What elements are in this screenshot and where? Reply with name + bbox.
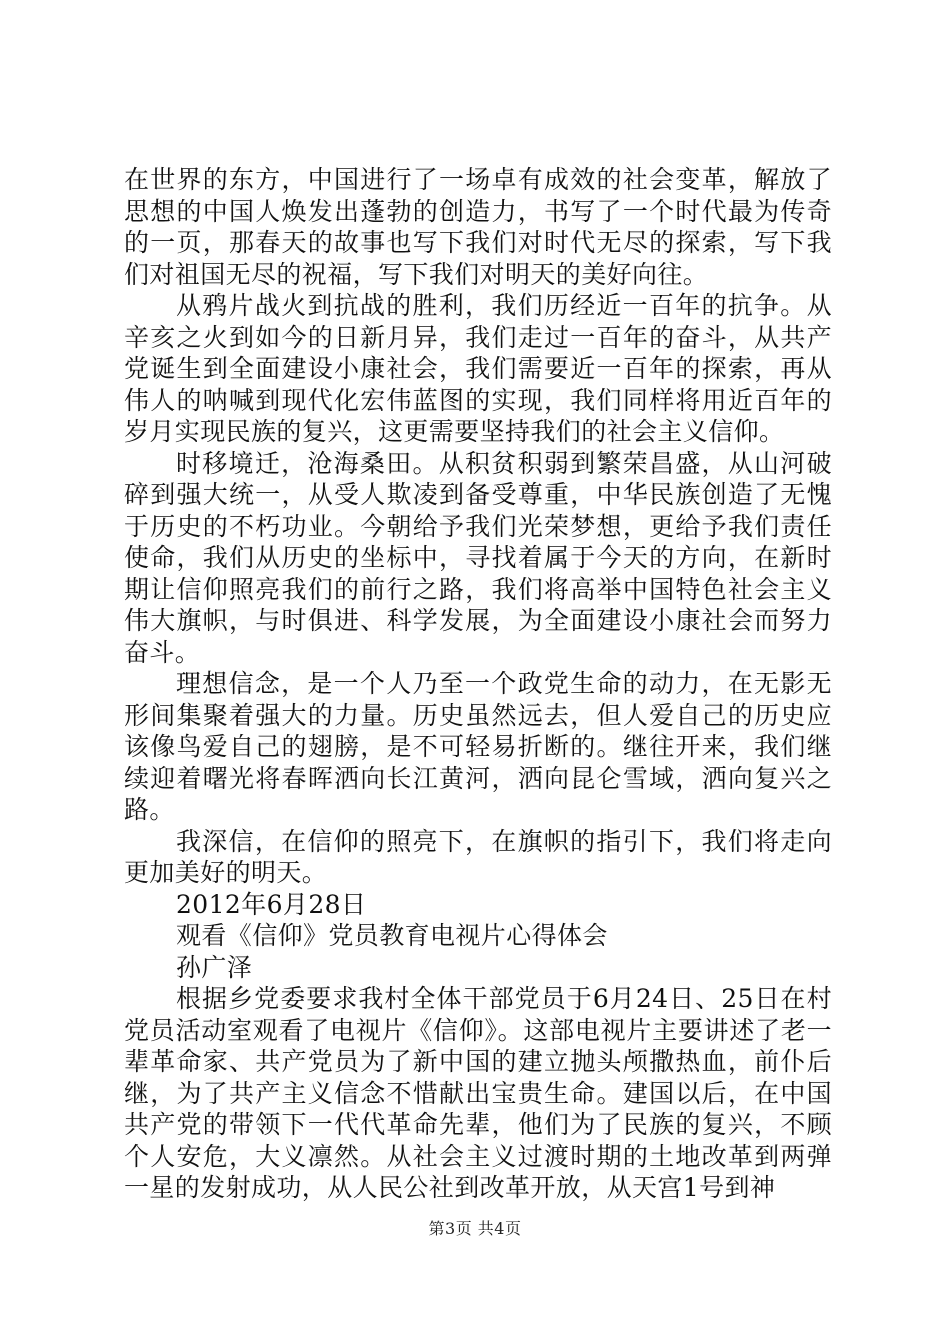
paragraph-century-struggle: 从鸦片战火到抗战的胜利，我们历经近一百年的抗争。从辛亥之火到如今的日新月异，我们走过一百年的奋斗，从共产党诞生到全面建设小康社会，我们需要近一百年的探索，再从伟人的呐喊到现代化宏伟蓝图的实现，我们同样将用近百年的岁月实现民族的复兴，这更需要坚持我们的社会主义信仰。 [124, 291, 832, 446]
paragraph-viewing-report: 根据乡党委要求我村全体干部党员于6月24日、25日在村党员活动室观看了电视片《信仰》。这部电视片主要讲述了老一辈革命家、共产党员为了新中国的建立抛头颅撒热血，前仆后继，为了共产主义信念不惜献出宝贵生命。建国以后，在中国共产党的带领下一代代革命先辈，他们为了民族的复兴，不顾个人安危，大义凛然。从社会主义过渡时期的土地改革到两弹一星的发射成功，从人民公社到改革开放，从天宫1号到神 [124, 984, 832, 1202]
document-date: 2012年6月28日 [176, 889, 367, 919]
paragraph-ideals-belief: 理想信念，是一个人乃至一个政党生命的动力，在无影无形间集聚着强大的力量。历史虽然远去，但人爱自己的历史应该像鸟爱自己的翅膀，是不可轻易折断的。继往开来，我们继续迎着曙光将春晖洒向长江黄河，洒向昆仑雪域，洒向复兴之路。 [124, 669, 832, 824]
article-title: 观看《信仰》党员教育电视片心得体会 [176, 921, 608, 950]
paragraph-east-reform: 在世界的东方，中国进行了一场卓有成效的社会变革，解放了思想的中国人焕发出蓬勃的创造力，书写了一个时代最为传奇的一页，那春天的故事也写下我们对时代无尽的探索，写下我们对祖国无尽的祝福，写下我们对明天的美好向往。 [124, 165, 832, 289]
article-author: 孙广泽 [176, 952, 253, 982]
document-body [124, 164, 832, 1204]
page-number-footer: 第3页 共4页 [428, 1219, 522, 1238]
paragraph-times-change: 时移境迁，沧海桑田。从积贫积弱到繁荣昌盛，从山河破碎到强大统一，从受人欺凌到备受尊重，中华民族创造了无愧于历史的不朽功业。今朝给予我们光荣梦想，更给予我们责任使命，我们从历史的坐标中，寻找着属于今天的方向，在新时期让信仰照亮我们的前行之路，我们将高举中国特色社会主义伟大旗帜，与时俱进、科学发展，为全面建设小康社会而努力奋斗。 [124, 448, 832, 667]
paragraph-conviction: 我深信，在信仰的照亮下，在旗帜的指引下，我们将走向更加美好的明天。 [124, 826, 832, 887]
